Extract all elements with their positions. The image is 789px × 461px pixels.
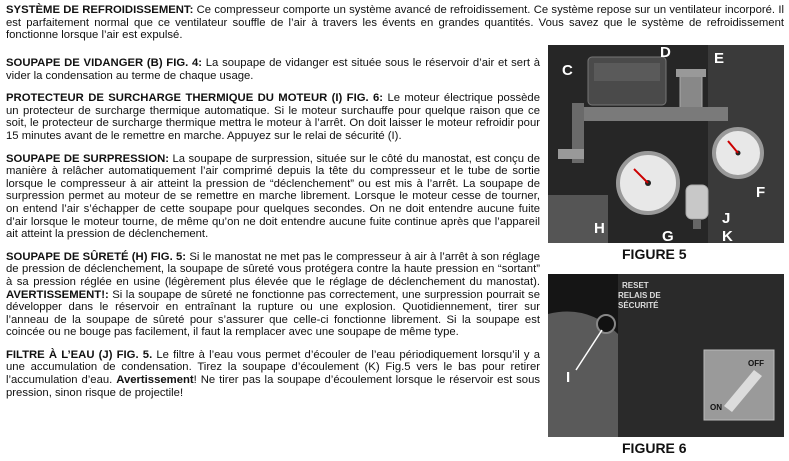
- intro-text: Ce compresseur comporte un système avancé de refroidissement. Ce système repose sur un ventilateur incorporé. Il est parfaitement normal que ce ventilateur souffle de l’air à travers les évents en grandes quantités. Vous savez que le système de refroidissement fonctionne lorsque l’air est expulsé.: [6, 4, 784, 42]
- switch-label-on: ON: [710, 403, 722, 412]
- section-text: La soupape de surpression, située sur le côté du manostat, est conçu de manière à relâcher automatiquement l’air comprimé depuis la tête du compresseur et le tube de sortie lorsque le compresseur à air atteint la pression de “déclenchement” ou est mis à l’arrêt. La soupape de surpression permet au moteur de se remettre en marche librement. Lorsque le moteur cesse de tourner, on entend l’air s’échapper de cette soupape pour quelques secondes. On ne doit entendre aucune fuite d’air lorsque le moteur tourne, de même qu’on ne doit entendre aucune fuite continue après que l’appareil ait atteint la pression de déclenchement.: [6, 152, 541, 241]
- section-relief-valve: [6, 153, 540, 241]
- section-water-filter: [6, 349, 540, 399]
- compressor-manifold-illustration: [548, 45, 784, 243]
- warning-label: AVERTISSEMENT!:: [6, 288, 109, 301]
- panel-text-reset: RESET: [622, 281, 649, 290]
- section-heading: PROTECTEUR DE SURCHARGE THERMIQUE DU MOTEUR (I) FIG. 6:: [6, 92, 384, 105]
- label-g: G: [662, 228, 674, 243]
- motor-reset-illustration: [548, 274, 784, 437]
- label-k: K: [722, 228, 733, 243]
- text-column: [6, 57, 540, 409]
- label-i: I: [566, 369, 571, 386]
- switch-label-off: OFF: [748, 359, 764, 368]
- label-h: H: [594, 220, 605, 237]
- section-heading: SOUPAPE DE VIDANGER (B) FIG. 4:: [6, 57, 203, 69]
- label-d: D: [660, 45, 671, 61]
- intro-heading: SYSTÈME DE REFROIDISSEMENT:: [6, 4, 194, 16]
- figure-6-photo: [548, 274, 784, 437]
- panel-text-relais: RELAIS DE: [618, 291, 661, 300]
- section-thermal-overload: [6, 92, 540, 142]
- section-text-continued: Si la soupape de sûreté ne fonctionne pas correctement, une surpression pourrait se développer dans le réservoir en entraînant la rupture ou une explosion. Quotidiennement, tirer sur l’anneau de la soupape de sûreté pour s’assurer que celle-ci fonctionne librement. Si la soupape est coincée ou ne bouge pas facilement, il faut la remplacer avec une soupape de même type.: [6, 288, 540, 339]
- section-text: Le moteur électrique possède un protecteur de surcharge thermique automatique. Si le moteur surchauffe pour quelque raison que ce soit, le protecteur de surcharge thermique mettra le moteur à l’arrêt. On doit laisser le moteur refroidir pour 15 minutes avant de le remettre en marche. Appuyez sur le relai de sécurité (I).: [6, 92, 540, 142]
- section-text: Le filtre à l’eau vous permet d’écouler de l’eau périodiquement lorsqu’il y a une accumulation de condensation. Tirez la soupape d’écoulement (K) Fig.5 vers le bas pour retirer l’accumulation d’eau.: [6, 348, 541, 387]
- section-text: Si le manostat ne met pas le compresseur à air à l’arrêt à son réglage de pression de déclenchement, la soupape de sûreté vous protégera contre la haute pression en “sortant” à sa pression réglée en usine (légèrement plus élevée que le réglage de déclenchement du manostat).: [6, 250, 540, 288]
- intro-paragraph: [6, 4, 784, 42]
- section-drain-valve: [6, 57, 540, 82]
- section-heading: SOUPAPE DE SURPRESSION:: [6, 152, 170, 165]
- label-c: C: [562, 62, 573, 79]
- label-j: J: [722, 210, 731, 227]
- figure-5-caption: FIGURE 5: [622, 246, 687, 262]
- section-text-continued: ! Ne tirer pas la soupape d’écoulement lorsque le réservoir est sous pression, sinon risque de projectile!: [6, 374, 541, 399]
- figure-6-caption: FIGURE 6: [622, 440, 687, 456]
- section-safety-valve: [6, 251, 540, 339]
- section-text: La soupape de vidanger est située sous le réservoir d’air et sert à vider la condensation au terme de chaque usage.: [6, 57, 540, 82]
- label-f: F: [756, 184, 766, 201]
- label-e: E: [714, 50, 725, 67]
- warning-label: Avertissement: [116, 374, 194, 387]
- section-heading: SOUPAPE DE SÛRETÉ (H) FIG. 5:: [6, 250, 187, 263]
- panel-text-securite: SÉCURITÉ: [618, 301, 659, 310]
- section-heading: FILTRE À L’EAU (J) FIG. 5.: [6, 348, 153, 361]
- figure-5-photo: [548, 45, 784, 243]
